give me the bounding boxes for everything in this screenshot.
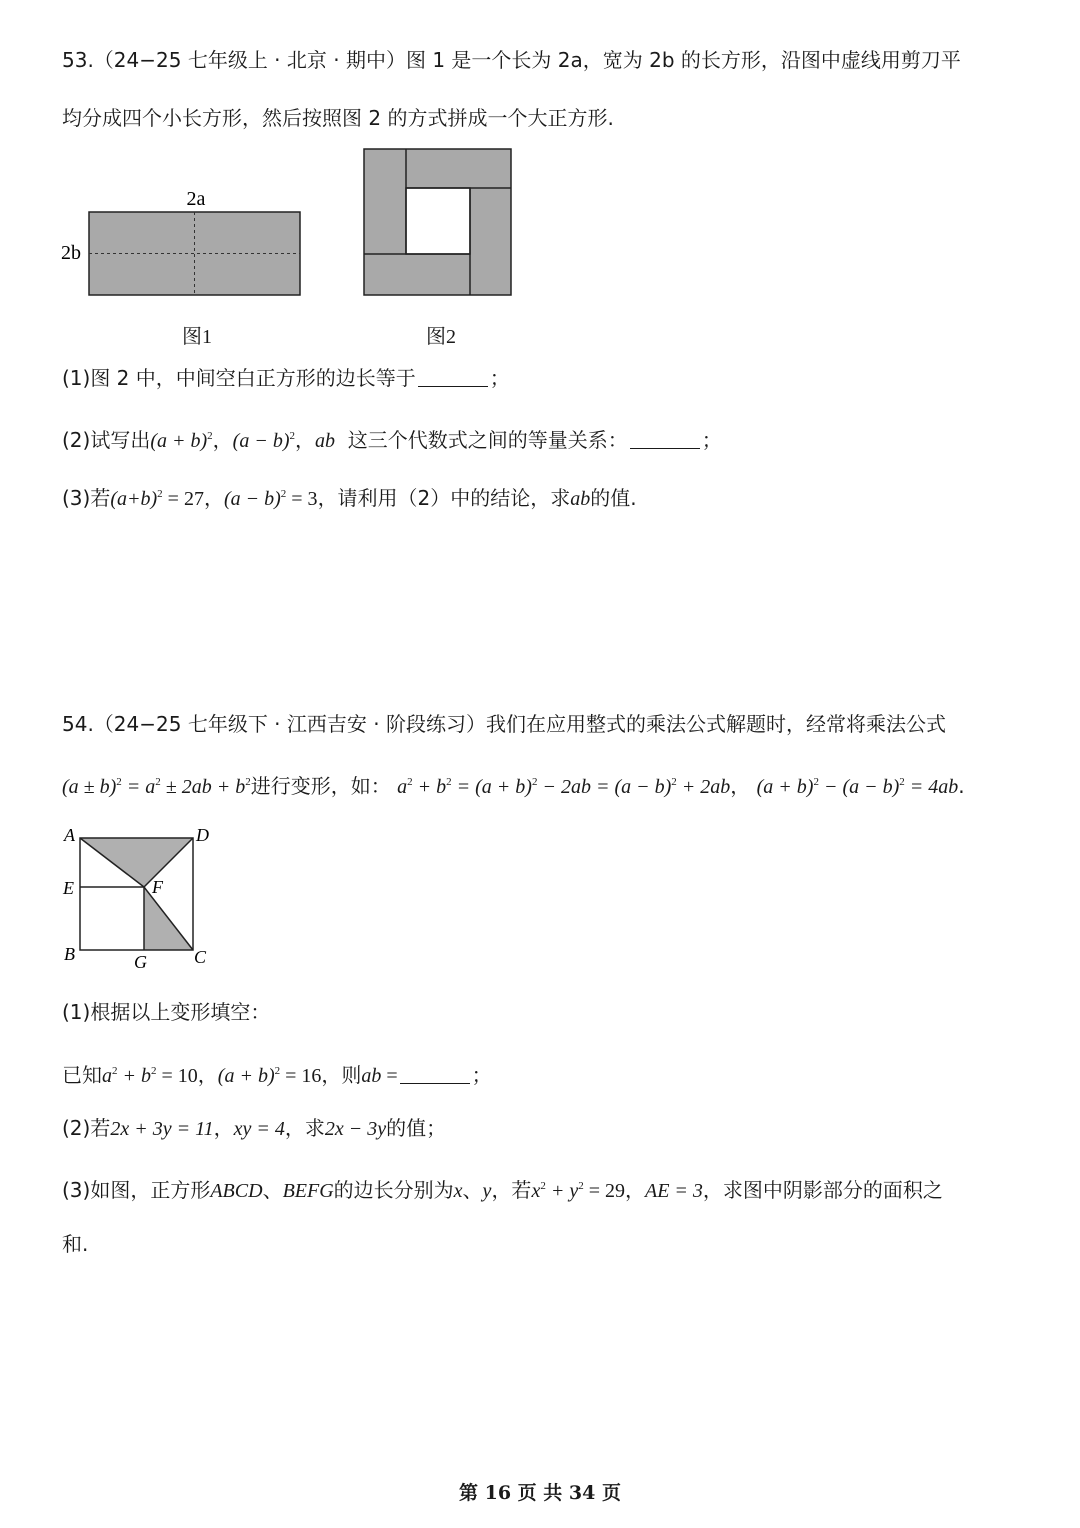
q54-part3: (3)如图，正方形ABCD、BEFG的边长分别为x、y，若$x^2 + y^2 = 29$，AE = 3，求图中阴影部分的面积之 bbox=[62, 1178, 943, 1202]
label-F: F bbox=[152, 877, 163, 897]
q53-figure1 bbox=[60, 180, 320, 310]
q54-part1b: 已知$a^2 + b^2 = 10$，$(a + b)^2 = 16$，则ab = ； bbox=[62, 1063, 492, 1087]
label-B: B bbox=[64, 944, 75, 964]
fig1-top-label: 2a bbox=[186, 188, 206, 210]
fig1-caption: 图1 bbox=[182, 326, 212, 348]
answer-blank[interactable] bbox=[400, 1065, 470, 1084]
q53-part3: (3)若$(a+b)^2 = 27$，$(a - b)^2 = 3$，请利用（2）中的结论，求ab的值. bbox=[62, 486, 637, 510]
q54-part1: (1)根据以上变形填空： bbox=[62, 1000, 271, 1024]
page-footer: 第 16 页 共 34 页 bbox=[459, 1482, 621, 1504]
label-G: G bbox=[134, 952, 147, 972]
fig1-left-label: 2b bbox=[61, 242, 81, 264]
q54-line1: 54.（24−25 七年级下 · 江西吉安 · 阶段练习）我们在应用整式的乘法公式解题时，经常将乘法公式 bbox=[62, 712, 946, 736]
q54-figure bbox=[56, 822, 226, 972]
q54-line2: $(a \pm b)^2 = a^2 \pm 2ab + b^2$进行变形，如： $a^2 + b^2 = (a + b)^2 - 2ab = (a - b)^2 + 2ab$， $(a + b)^2 - (a - b)^2 = 4ab$. bbox=[62, 774, 965, 798]
q53-line2: 均分成四个小长方形，然后按照图 2 的方式拼成一个大正方形. bbox=[62, 106, 614, 130]
label-E: E bbox=[63, 878, 74, 898]
q53-line1: 53.（24−25 七年级上 · 北京 · 期中）图 1 是一个长为 2a，宽为 2b 的长方形，沿图中虚线用剪刀平 bbox=[62, 48, 961, 72]
label-D: D bbox=[196, 825, 209, 845]
answer-blank[interactable] bbox=[418, 368, 488, 387]
label-C: C bbox=[194, 947, 207, 967]
fig2-center-square bbox=[406, 188, 470, 254]
shaded-triangle-top bbox=[80, 838, 193, 887]
fig2-caption: 图2 bbox=[426, 326, 456, 348]
q53-figure2 bbox=[360, 145, 520, 300]
answer-blank[interactable] bbox=[630, 430, 700, 449]
q53-part1: (1)图 2 中，中间空白正方形的边长等于 ； bbox=[62, 366, 510, 390]
q54-part3-line2: 和. bbox=[62, 1232, 89, 1256]
q54-part2: (2)若2x + 3y = 11，xy = 4，求2x − 3y的值； bbox=[62, 1116, 447, 1140]
label-A: A bbox=[64, 825, 75, 845]
q53-part2: (2)试写出$(a + b)^2$，$(a - b)^2$，ab 这三个代数式之间的等量关系： ； bbox=[62, 428, 722, 452]
